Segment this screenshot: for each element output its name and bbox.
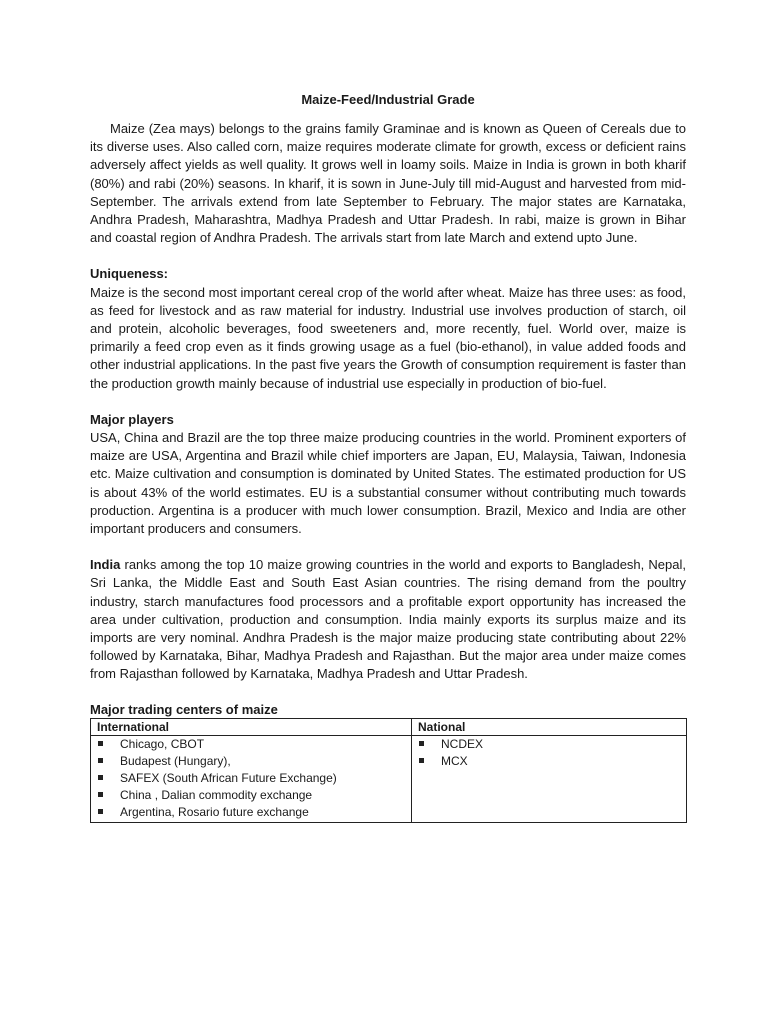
trading-centers-table <box>90 718 687 823</box>
bullet-icon <box>98 792 103 797</box>
national-list <box>418 736 686 770</box>
list-item: Argentina, Rosario future exchange <box>97 804 411 821</box>
international-cell <box>91 735 412 822</box>
bullet-icon <box>419 758 424 763</box>
list-item: Budapest (Hungary), <box>97 753 411 770</box>
india-lead-word: India <box>90 557 121 573</box>
international-header: International <box>91 718 412 735</box>
india-paragraph: ranks among the top 10 maize growing countries in the world and exports to Bangladesh, Nepal, Sri Lanka, the Middle East and South East Asian countries. The rising demand from the poultry industry, starch manufactures food processors and a profitable export opportunity has increased the area under cultivation, production and consumption. India mainly exports its surplus maize and its imports are very nominal. Andhra Pradesh is the major maize producing state contributing about 22% followed by Karnataka, Bihar, Madhya Pradesh and Rajasthan. But the major area under maize comes from Rajasthan followed by Karnataka, Madhya Pradesh and Uttar Pradesh. <box>90 557 686 682</box>
list-item: Chicago, CBOT <box>97 736 411 753</box>
international-list <box>97 736 411 821</box>
document-title: Maize-Feed/Industrial Grade <box>301 92 475 107</box>
bullet-icon <box>98 775 103 780</box>
uniqueness-section <box>90 265 686 392</box>
major-players-section <box>90 411 686 538</box>
table-row <box>91 735 687 822</box>
list-item: MCX <box>418 753 686 770</box>
list-item: SAFEX (South African Future Exchange) <box>97 770 411 787</box>
major-players-paragraph: USA, China and Brazil are the top three maize producing countries in the world. Prominent exporters of maize are USA, Argentina and Brazil while chief importers are Japan, EU, Malaysia, Taiwan, Indonesia etc. Maize cultivation and consumption is dominated by United States. The estimated production for US is about 43% of the world estimates. EU is a substantial consumer without contributing much towards production. Argentina is a producer with much lower consumption. Brazil, Mexico and India are other important producers and consumers. <box>90 430 686 537</box>
bullet-icon <box>98 741 103 746</box>
india-section <box>90 556 686 683</box>
major-players-heading: Major players <box>90 411 174 427</box>
national-cell <box>412 735 687 822</box>
bullet-icon <box>98 809 103 814</box>
national-header: National <box>412 718 687 735</box>
intro-paragraph: Maize (Zea mays) belongs to the grains family Graminae and is known as Queen of Cereals due to its diverse uses. Also called corn, maize requires moderate climate for growth, excess or deficient rains adversely affect yields as well quality. It grows well in loamy soils. Maize in India is grown in both kharif (80%) and rabi (20%) seasons. In kharif, it is sown in June-July till mid-August and harvested from mid-September. The arrivals extend from late September to February. The major states are Karnataka, Andhra Pradesh, Maharashtra, Madhya Pradesh and Uttar Pradesh. In rabi, maize is grown in Bihar and coastal region of Andhra Pradesh. The arrivals start from late March and extend upto June. <box>90 121 686 246</box>
uniqueness-heading: Uniqueness: <box>90 266 169 282</box>
bullet-icon <box>419 741 424 746</box>
list-item: NCDEX <box>418 736 686 753</box>
bullet-icon <box>98 758 103 763</box>
trading-centers-heading: Major trading centers of maize <box>90 701 278 717</box>
table-header-row <box>91 718 687 735</box>
list-item: China , Dalian commodity exchange <box>97 787 411 804</box>
uniqueness-paragraph: Maize is the second most important cereal crop of the world after wheat. Maize has three uses: as food, as feed for livestock and as raw material for industry. Industrial use involves production of starch, oil and protein, alcoholic beverages, food sweeteners and, more recently, fuel. World over, maize is primarily a feed crop even as it finds growing usage as a fuel (bio-ethanol), in value added foods and other industrial applications. In the past five years the Growth of consumption requirement is faster than the production growth mainly because of industrial use especially in production of bio-fuel. <box>90 284 686 391</box>
